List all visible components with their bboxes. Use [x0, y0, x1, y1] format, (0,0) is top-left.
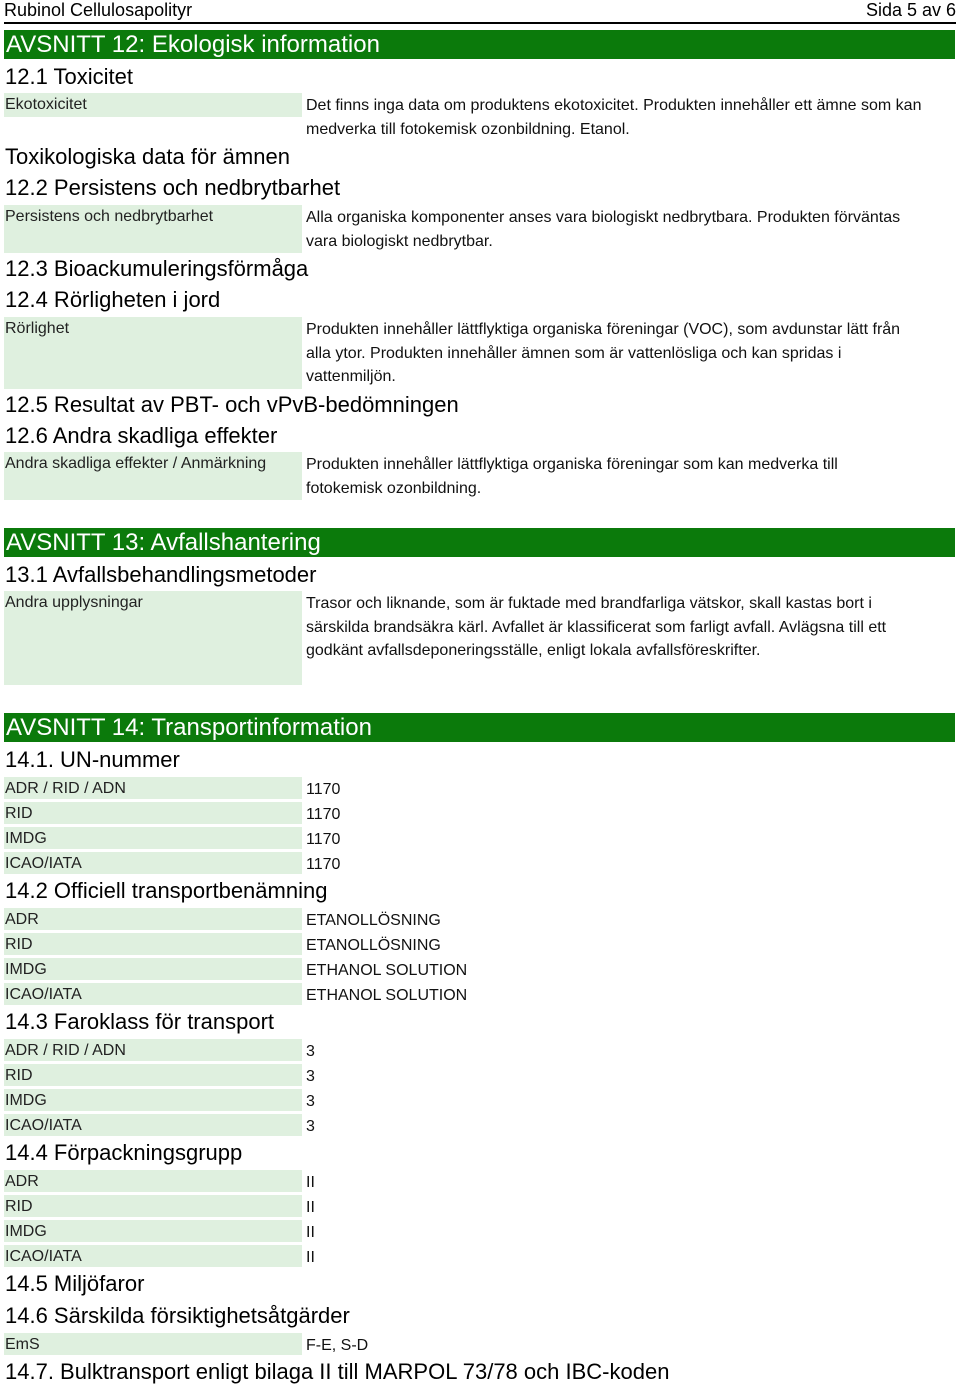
section-14-title: AVSNITT 14: Transportinformation [4, 713, 955, 742]
text-ekotoxicitet: Det finns inga data om produktens ekotoxicitet. Produkten innehåller ett ämne som kan medverka till fotokemisk ozonbildning. Etanol. [306, 97, 922, 138]
section-13-title: AVSNITT 13: Avfallshantering [4, 528, 955, 557]
pg-label: IMDG [4, 1220, 302, 1242]
pg-label: ICAO/IATA [4, 1245, 302, 1267]
un-label: ADR / RID / ADN [4, 777, 302, 799]
class-value: 3 [306, 1118, 315, 1135]
heading-12-2: 12.2 Persistens och nedbrytbarhet [5, 175, 341, 200]
text-rorlighet: Produkten innehåller lättflyktiga organiska föreningar (VOC), som avdunstar lätt från alla ytor. Produkten innehåller ämnen som är vattenlösliga och kan spridas i vattenmiljön. [306, 321, 901, 385]
heading-12-1: 12.1 Toxicitet [5, 64, 134, 89]
text-andra-effekter: Produkten innehåller lättflyktiga organiska föreningar som kan medverka till fotokemisk ozonbildning. [306, 456, 838, 497]
name-value: ETHANOL SOLUTION [306, 987, 468, 1004]
label-andra-effekter: Andra skadliga effekter / Anmärkning [4, 452, 302, 500]
ems-label: EmS [4, 1333, 302, 1355]
pg-value: II [306, 1174, 315, 1191]
text-avfall: Trasor och liknande, som är fuktade med brandfarliga vätskor, skall kastas bort i särskilda brandsäkra kärl. Avfallet är klassificerat som farligt avfall. Avlägsna till ett godkänt avfallsdeponeringsställe, enligt lokala avfallsföreskrifter. [306, 595, 887, 659]
un-value: 1170 [306, 781, 341, 798]
label-andra-upplysningar: Andra upplysningar [4, 591, 302, 685]
heading-12-5: 12.5 Resultat av PBT- och vPvB-bedömningen [5, 392, 459, 417]
name-value: ETHANOL SOLUTION [306, 962, 468, 979]
un-label: RID [4, 802, 302, 824]
class-label: ICAO/IATA [4, 1114, 302, 1136]
heading-toxikologiska-data: Toxikologiska data för ämnen [5, 144, 290, 169]
name-label: RID [4, 933, 302, 955]
product-name: Rubinol Cellulosapolityr [4, 0, 193, 20]
class-label: ADR / RID / ADN [4, 1039, 302, 1061]
pg-label: ADR [4, 1170, 302, 1192]
un-value: 1170 [306, 831, 341, 848]
un-value: 1170 [306, 856, 341, 873]
class-value: 3 [306, 1068, 315, 1085]
heading-13-1: 13.1 Avfallsbehandlingsmetoder [5, 562, 317, 587]
un-label: ICAO/IATA [4, 852, 302, 874]
name-label: ICAO/IATA [4, 983, 302, 1005]
heading-12-6: 12.6 Andra skadliga effekter [5, 423, 278, 448]
label-rorlighet: Rörlighet [4, 317, 302, 389]
section-12-title: AVSNITT 12: Ekologisk information [4, 30, 955, 59]
name-value: ETANOLLÖSNING [306, 937, 441, 954]
class-value: 3 [306, 1043, 315, 1060]
heading-14-6: 14.6 Särskilda försiktighetsåtgärder [5, 1303, 350, 1328]
heading-14-5: 14.5 Miljöfaror [5, 1271, 145, 1296]
ems-value: F-E, S-D [306, 1337, 369, 1354]
heading-12-3: 12.3 Bioackumuleringsförmåga [5, 256, 309, 281]
class-value: 3 [306, 1093, 315, 1110]
page-header [4, 0, 956, 24]
name-label: IMDG [4, 958, 302, 980]
pg-label: RID [4, 1195, 302, 1217]
text-persistens: Alla organiska komponenter anses vara biologiskt nedbrytbara. Produkten förväntas vara biologiskt nedbrytbar. [306, 209, 901, 250]
pg-value: II [306, 1249, 315, 1266]
heading-14-1: 14.1. UN-nummer [5, 747, 180, 772]
heading-14-4: 14.4 Förpackningsgrupp [5, 1140, 243, 1165]
un-label: IMDG [4, 827, 302, 849]
class-label: IMDG [4, 1089, 302, 1111]
name-value: ETANOLLÖSNING [306, 912, 441, 929]
pg-value: II [306, 1224, 315, 1241]
page-number: Sida 5 av 6 [865, 0, 956, 20]
heading-12-4: 12.4 Rörligheten i jord [5, 287, 221, 312]
label-ekotoxicitet: Ekotoxicitet [4, 93, 302, 117]
class-label: RID [4, 1064, 302, 1086]
heading-14-7: 14.7. Bulktransport enligt bilaga II till MARPOL 73/78 och IBC-koden [5, 1359, 670, 1384]
label-persistens: Persistens och nedbrytbarhet [4, 205, 302, 253]
heading-14-2: 14.2 Officiell transportbenämning [5, 878, 328, 903]
name-label: ADR [4, 908, 302, 930]
heading-14-3: 14.3 Faroklass för transport [5, 1009, 275, 1034]
un-value: 1170 [306, 806, 341, 823]
pg-value: II [306, 1199, 315, 1216]
